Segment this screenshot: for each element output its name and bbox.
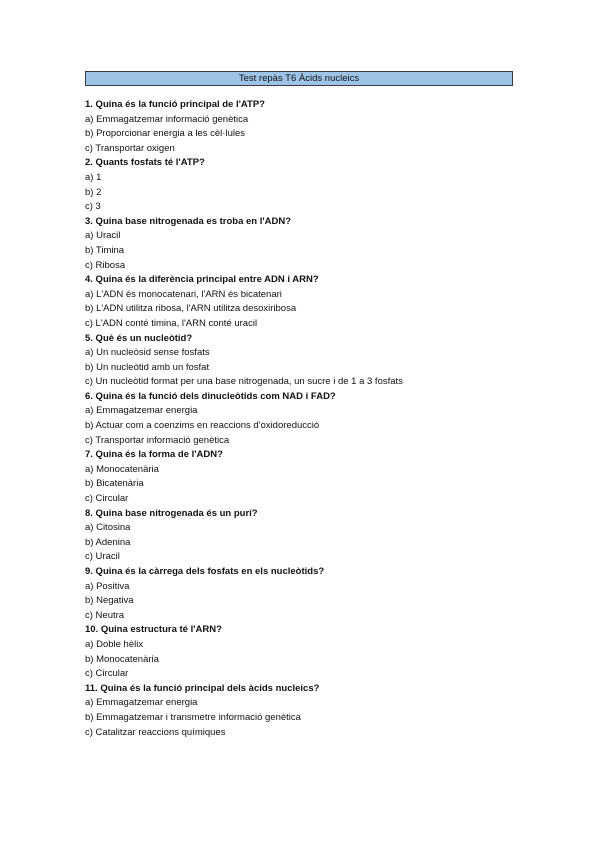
question-text: 9. Quina és la càrrega dels fosfats en els nucleòtids? <box>85 566 325 577</box>
option-b: b) Proporcionar energia a les cèl·lules <box>85 128 245 140</box>
option-c: c) Circular <box>85 668 129 680</box>
option-b: b) Timina <box>85 244 125 256</box>
option-b: b) Monocatenària <box>85 653 159 665</box>
option-b: b) Adenina <box>85 536 131 548</box>
option-a: a) Emmagatzemar energia <box>85 697 198 709</box>
option-a: a) Un nucleòsid sense fosfats <box>85 347 210 359</box>
question-10 <box>85 623 525 681</box>
option-a: a) Positiva <box>85 580 130 592</box>
question-5 <box>85 332 525 390</box>
option-c: c) Circular <box>85 493 129 505</box>
option-c: c) Un nucleòtid format per una base nitrogenada, un sucre i de 1 a 3 fosfats <box>85 376 403 388</box>
option-b: b) Bicatenària <box>85 478 144 490</box>
question-text: 10. Quina estructura té l'ARN? <box>85 624 222 636</box>
option-b: b) L'ADN utilitza ribosa, l'ARN utilitza desoxiribosa <box>85 303 297 315</box>
option-b: b) Negativa <box>85 595 134 607</box>
question-4 <box>85 273 525 331</box>
option-a: a) Citosina <box>85 522 131 534</box>
option-a: a) Uracil <box>85 230 121 242</box>
question-text: 5. Què és un nucleòtid? <box>85 332 193 344</box>
question-1 <box>85 98 525 156</box>
option-b: b) Un nucleòtid amb un fosfat <box>85 361 210 373</box>
question-3 <box>85 215 525 273</box>
option-c: c) Uracil <box>85 551 120 563</box>
option-b: b) Emmagatzemar i transmetre informació genètica <box>85 711 301 723</box>
question-list <box>85 98 525 740</box>
option-b: b) Actuar com a coenzims en reaccions d'oxidoreducció <box>85 420 320 432</box>
question-6 <box>85 390 525 448</box>
option-c: c) 3 <box>85 201 101 213</box>
option-b: b) 2 <box>85 186 102 198</box>
question-text: 1. Quina és la funció principal de l'ATP? <box>85 99 265 110</box>
question-text: 4. Quina és la diferència principal entre ADN i ARN? <box>85 274 319 286</box>
option-c: c) Transportar oxigen <box>85 142 175 154</box>
question-text: 7. Quina és la forma de l'ADN? <box>85 449 223 461</box>
option-c: c) Catalitzar reaccions químiques <box>85 726 226 738</box>
question-text: 8. Quina base nitrogenada és un purí? <box>85 507 258 519</box>
question-11 <box>85 682 525 740</box>
option-a: a) Emmagatzemar energia <box>85 405 198 417</box>
option-c: c) Neutra <box>85 609 125 621</box>
option-a: a) Emmagatzemar informació genètica <box>85 113 249 125</box>
option-a: a) Doble hèlix <box>85 638 144 650</box>
option-c: c) Transportar informació genètica <box>85 434 230 446</box>
option-c: c) L'ADN conté timina, l'ARN conté uracil <box>85 317 258 329</box>
question-text: 6. Quina és la funció dels dinucleòtids com NAD i FAD? <box>85 390 336 402</box>
option-a: a) L'ADN és monocatenari, l'ARN és bicatenari <box>85 288 282 300</box>
option-a: a) 1 <box>85 171 102 183</box>
question-9 <box>85 565 525 623</box>
option-c: c) Ribosa <box>85 259 126 271</box>
question-8 <box>85 507 525 565</box>
option-a: a) Monocatenària <box>85 463 159 475</box>
question-text: 3. Quina base nitrogenada es troba en l'ADN? <box>85 215 292 227</box>
question-2 <box>85 156 525 214</box>
question-text: 11. Quina és la funció principal dels àcids nucleics? <box>85 682 320 694</box>
question-7 <box>85 448 525 506</box>
document-title: Test repàs T6 Àcids nucleics <box>85 71 513 86</box>
question-text: 2. Quants fosfats té l'ATP? <box>85 157 205 169</box>
